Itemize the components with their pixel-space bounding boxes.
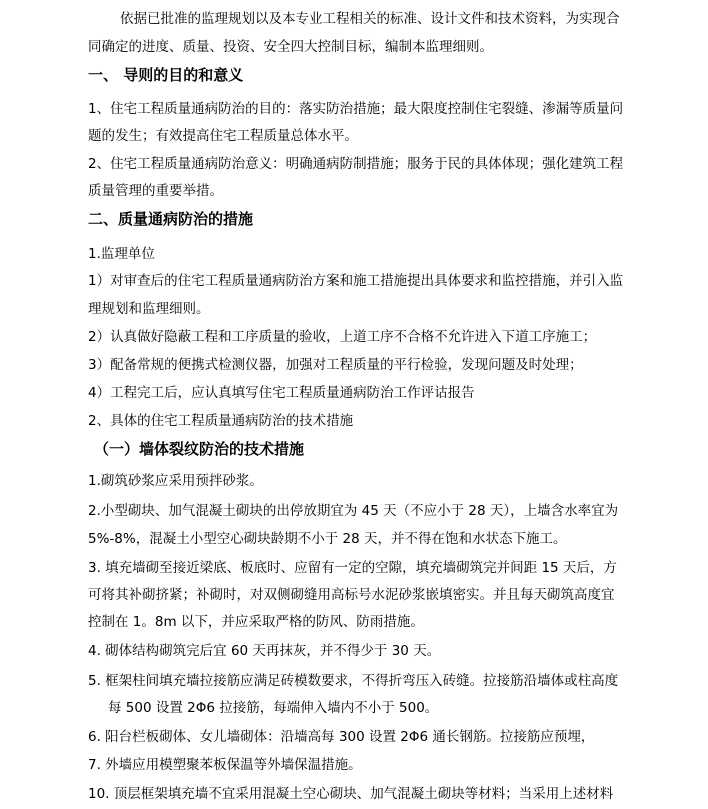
unit-item-4: 4）工程完工后，应认真填写住宅工程质量通病防治工作评诂报告 <box>88 385 475 401</box>
measure-2-line-2: 5%-8%，混凝土小型空心砌块龄期不小于 28 天，并不得在饱和水状态下施工。 <box>88 531 567 547</box>
measure-10: 10. 顶层框架填充墙不宜采用混凝土空心砌块、加气混凝土砌块等材料；当采用上述材料 <box>88 786 614 802</box>
measure-4: 4. 砌体结构砌筑完后宜 60 天再抹灰，并不得少于 30 天。 <box>88 643 441 659</box>
wall-crack-subheading: （一）墙体裂纹防治的技术措施 <box>94 440 305 458</box>
intro-line-1: 依据已批准的监理规划以及本专业工程相关的标准、设计文件和技术资料，为实现合 <box>120 11 620 27</box>
unit-item-3: 3）配备常规的便携式检测仪器，加强对工程质量的平行检验，发现问题及时处理； <box>88 357 583 373</box>
meaning-line-2: 质量管理的重要举措。 <box>88 183 223 199</box>
purpose-line-1: 1、住宅工程质量通病防治的目的：落实防治措施；最大限度控制住宅裂缝、渗漏等质量问 <box>88 101 624 117</box>
measure-5-line-2: 每 500 设置 2Φ6 拉接筋，每端伸入墙内不小于 500。 <box>108 700 439 716</box>
section-1-heading: 一、 导则的目的和意义 <box>88 66 244 84</box>
purpose-line-2: 题的发生；有效提高住宅工程质量总体水平。 <box>88 128 358 144</box>
measure-6: 6. 阳台栏板砌体、女儿墙砌体：沿墙高每 300 设置 2Φ6 通长钢筋。拉接筋应预埋， <box>88 729 595 745</box>
measure-3-line-1: 3. 填充墙砌至接近梁底、板底时、应留有一定的空隙，填充墙砌筑完并间距 15 天后，方 <box>88 560 617 576</box>
measure-5-line-1: 5. 框架柱间填充墙拉接筋应满足砖模数要求，不得折弯压入砖缝。拉接筋沿墙体或柱高度 <box>88 673 619 689</box>
measure-3-line-2: 可将其补砌挤紧；补砌时，对双侧砌缝用高标号水泥砂浆嵌填密实。并且每天砌筑高度宜 <box>88 587 615 603</box>
intro-line-2: 同确定的进度、质量、投资、安全四大控制目标，编制本监理细则。 <box>88 39 493 55</box>
meaning-line-1: 2、住宅工程质量通病防治意义：明确通病防制措施；服务于民的具体体现；强化建筑工程 <box>88 156 624 172</box>
measure-1: 1.砌筑砂浆应采用预拌砂浆。 <box>88 473 263 489</box>
unit-item-1-line-2: 理规划和监理细则。 <box>88 301 210 317</box>
unit-item-2: 2）认真做好隐蔽工程和工序质量的验收，上道工序不合格不允许进入下道工序施工； <box>88 329 597 345</box>
unit-item-1-line-1: 1）对审查后的住宅工程质量通病防治方案和施工措施提出具体要求和监控措施，并引入监 <box>88 273 624 289</box>
measure-3-line-3: 控制在 1。8m 以下，并应采取严格的防风、防雨措施。 <box>88 614 424 630</box>
supervision-unit-title: 1.监理单位 <box>88 246 155 262</box>
measure-2-line-1: 2.小型砌块、加气混凝土砌块的出停放期宜为 45 天（不应小于 28 天），上墙含水率宜为 <box>88 503 619 519</box>
section-2-heading: 二、质量通病防治的措施 <box>88 210 254 228</box>
technical-measures-title: 2、具体的住宅工程质量通病防治的技术措施 <box>88 413 354 429</box>
measure-7: 7. 外墙应用模塑聚苯板保温等外墙保温措施。 <box>88 757 362 773</box>
